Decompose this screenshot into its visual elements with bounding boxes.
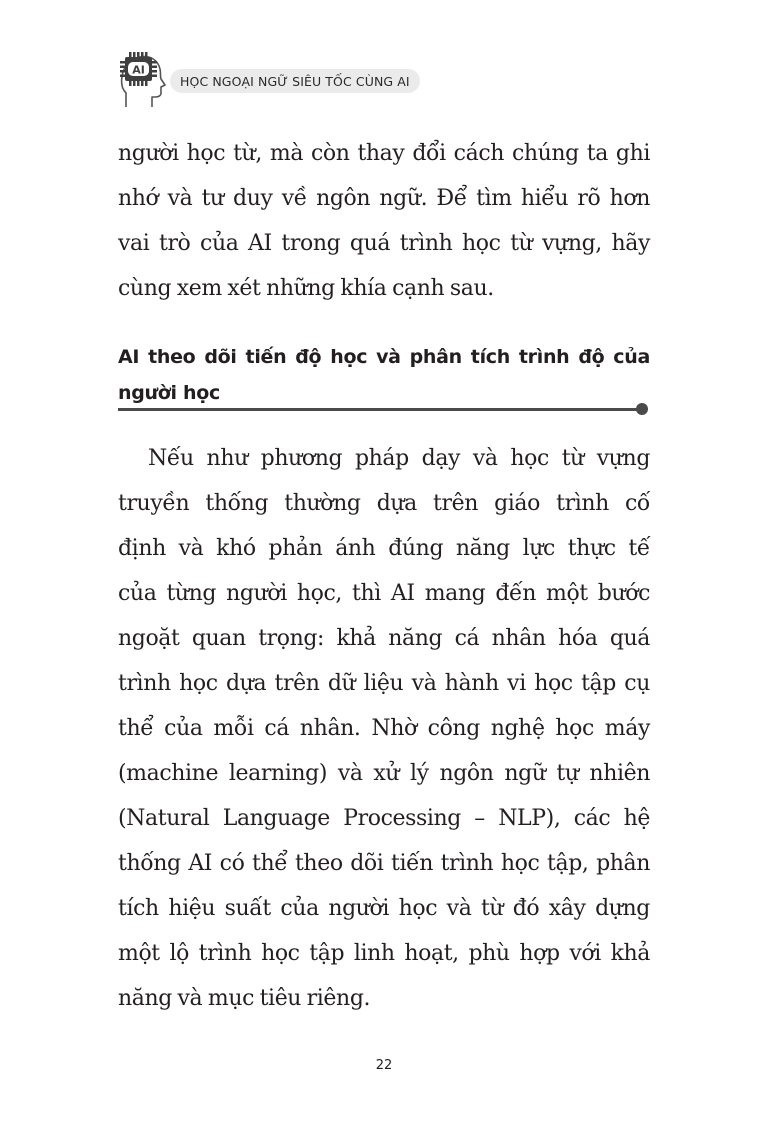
heading-line: người học (118, 382, 220, 404)
text-line: truyền thống thường dựa trên giáo trình cố (118, 491, 650, 516)
section-divider (118, 408, 638, 411)
paragraph-continuation (118, 131, 650, 311)
text-line: tích hiệu suất của người học và từ đó xây dựng (118, 896, 650, 921)
text-line: năng và mục tiêu riêng. (118, 986, 371, 1011)
heading-line: AI theo dõi tiến độ học và phân tích trình độ của (118, 346, 650, 368)
text-line: cùng xem xét những khía cạnh sau. (118, 276, 494, 301)
section-heading (118, 339, 650, 411)
text-line: nhớ và tư duy về ngôn ngữ. Để tìm hiểu rõ hơn (118, 186, 650, 211)
running-header (118, 48, 420, 108)
text-line: Nếu như phương pháp dạy và học từ vựng (148, 446, 650, 471)
ai-head-chip-icon (118, 49, 168, 107)
divider-end-dot (636, 403, 648, 415)
text-line: một lộ trình học tập linh hoạt, phù hợp với khả (118, 941, 650, 966)
running-title: HỌC NGOẠI NGỮ SIÊU TỐC CÙNG AI (170, 69, 420, 93)
paragraph-body (118, 436, 650, 1021)
text-line: (Natural Language Processing – NLP), các hệ (118, 806, 650, 831)
text-line: ngoặt quan trọng: khả năng cá nhân hóa quá (118, 626, 650, 651)
text-line: thể của mỗi cá nhân. Nhờ công nghệ học máy (118, 716, 650, 741)
svg-text:AI: AI (132, 63, 145, 77)
text-line: vai trò của AI trong quá trình học từ vựng, hãy (118, 231, 650, 256)
page-number: 22 (375, 1058, 393, 1073)
text-line: trình học dựa trên dữ liệu và hành vi học tập cụ (118, 671, 650, 696)
text-line: của từng người học, thì AI mang đến một bước (118, 581, 650, 606)
text-line: thống AI có thể theo dõi tiến trình học tập, phân (118, 851, 650, 876)
text-line: định và khó phản ánh đúng năng lực thực tế (118, 536, 650, 561)
text-line: (machine learning) và xử lý ngôn ngữ tự nhiên (118, 761, 650, 786)
text-line: người học từ, mà còn thay đổi cách chúng ta ghi (118, 141, 650, 166)
